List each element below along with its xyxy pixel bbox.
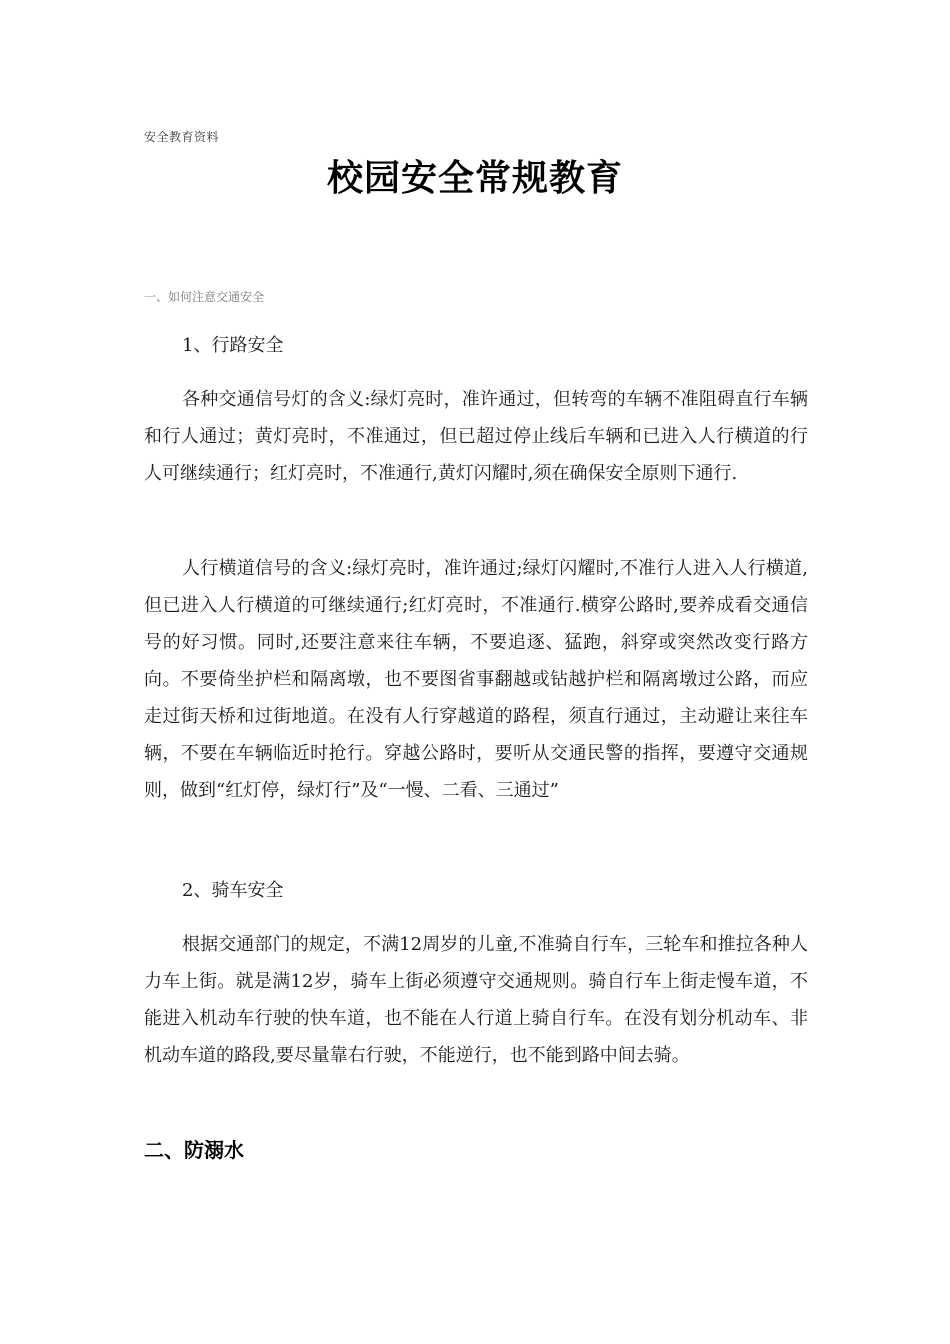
subheading-cycling-safety: 2、骑车安全 xyxy=(182,880,284,901)
paragraph-cycling-rules: 根据交通部门的规定，不满12周岁的儿童,不准骑自行车，三轮车和推拉各种人力车上街。就是满12岁，骑车上街必须遵守交通规则。骑自行车上街走慢车道，不能进入机动车行驶的快车道，也不能在人行道上骑自行车。在没有划分机动车、非机动车道的路段,要尽量靠右行驶，不能逆行，也不能到路中间去骑。 xyxy=(144,934,808,1066)
section-heading-traffic: 一、如何注意交通安全 xyxy=(144,290,265,304)
section-heading-drowning: 二、防溺水 xyxy=(144,1138,244,1162)
paragraph-traffic-lights: 各种交通信号灯的含义:绿灯亮时，准许通过，但转弯的车辆不准阻碍直行车辆和行人通过；黄灯亮时，不准通过，但已超过停止线后车辆和已进入人行横道的行人可继续通行；红灯亮时，不准通行,黄灯闪耀时,须在确保安全原则下通行. xyxy=(144,389,808,484)
header-label: 安全教育资料 xyxy=(144,130,220,144)
document-title: 校园安全常规教育 xyxy=(326,158,623,199)
subheading-walking-safety: 1、行路安全 xyxy=(182,335,284,356)
paragraph-crosswalk-signals: 人行横道信号的含义:绿灯亮时，准许通过;绿灯闪耀时,不准行人进入人行横道,但已进入人行横道的可继续通行;红灯亮时，不准通行.横穿公路时,要养成看交通信号的好习惯。同时,还要注意来往车辆，不要追逐、猛跑，斜穿或突然改变行路方向。不要倚坐护栏和隔离墩，也不要图省事翻越或钻越护栏和隔离墩过公路，而应走过街天桥和过街地道。在没有人行穿越道的路程，须直行通过，主动避让来往车辆，不要在车辆临近时抢行。穿越公路时，要听从交通民警的指挥，要遵守交通规则，做到“红灯停，绿灯行”及“一慢、二看、三通过” xyxy=(144,558,808,801)
